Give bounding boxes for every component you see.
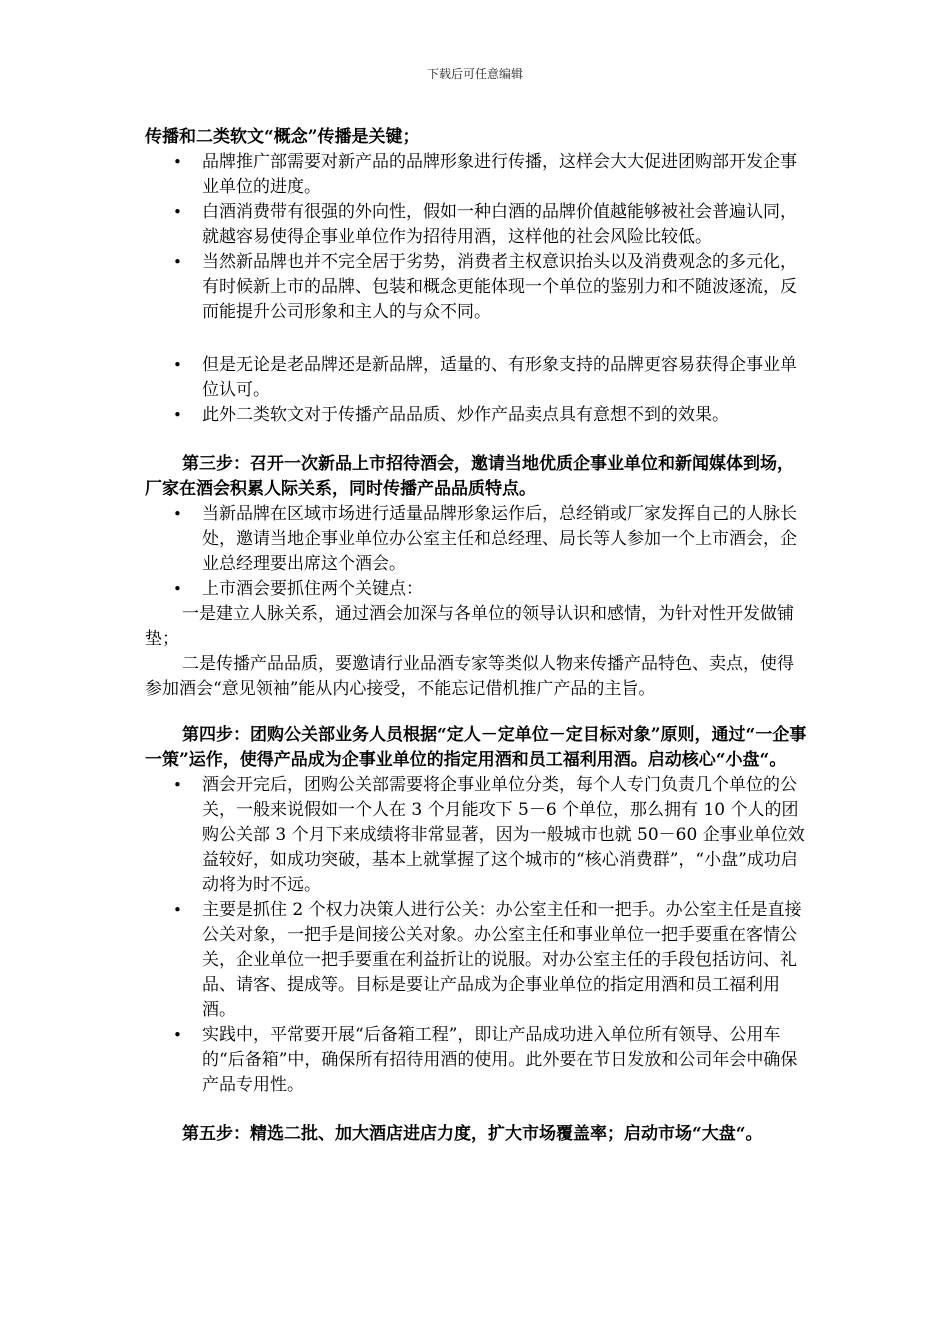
bullet-icon: • <box>173 505 182 523</box>
list-item: • 上市酒会要抓住两个关键点： <box>145 577 807 602</box>
bullet-list <box>145 353 807 428</box>
paragraph: 二是传播产品品质，要邀请行业品酒专家等类似人物来传播产品特色、卖点，使得参加酒会“意见领袖”能从内心接受，不能忘记借机推广产品的主旨。 <box>145 654 794 699</box>
step-heading: 第四步：团购公关部业务人员根据“定人－定单位－定目标对象”原则，通过“一企事一策”运作，使得产品成为企事业单位的指定用酒和员工福利用酒。启动核心“小盘“。 <box>145 725 807 770</box>
bullet-icon: • <box>173 406 182 424</box>
step-heading: 第五步：精选二批、加大酒店进店力度，扩大市场覆盖率；启动市场“大盘“。 <box>182 1124 763 1144</box>
list-item: • 实践中，平常要开展“后备箱工程”，即让产品成功进入单位所有领导、公用车的“后备箱”中，确保所有招待用酒的使用。此外要在节日发放和公司年会中确保产品专用性。 <box>173 1025 798 1095</box>
list-item: • 此外二类软文对于传播产品品质、炒作产品卖点具有意想不到的效果。 <box>145 403 807 428</box>
list-item: • 主要是抓住 2 个权力决策人进行公关：办公室主任和一把手。办公室主任是直接公关对象，一把手是间接公关对象。办公室主任和事业单位一把手要重在客情公关，企业单位一把手要重在利益折让的说服。对办公室主任的手段包括访问、礼品、请客、提成等。目标是要让产品成为企事业单位的指定用酒和员工福利用酒。 <box>173 900 802 1020</box>
bullet-icon: • <box>173 901 182 919</box>
step-heading: 第三步：召开一次新品上市招待酒会，邀请当地优质企事业单位和新闻媒体到场，厂家在酒会积累人际关系，同时传播产品品质特点。 <box>145 454 794 499</box>
list-item: • 当新品牌在区域市场进行适量品牌形象运作后，总经销或厂家发挥自己的人脉长处，邀请当地企事业单位办公室主任和总经理、局长等人参加一个上市酒会，企业总经理要出席这个酒会。 <box>173 504 797 574</box>
list-item: • 品牌推广部需要对新产品的品牌形象进行传播，这样会大大促进团购部开发企事业单位的进度。 <box>173 152 797 197</box>
page-header: 下载后可任意编辑 <box>426 67 523 81</box>
bullet-icon: • <box>173 253 182 271</box>
bullet-icon: • <box>173 203 182 221</box>
paragraph: 一是建立人脉关系，通过酒会加深与各单位的领导认识和感情，为针对性开发做铺垫； <box>145 604 794 649</box>
bullet-icon: • <box>173 776 182 794</box>
list-item: • 但是无论是老品牌还是新品牌，适量的、有形象支持的品牌更容易获得企事业单位认可。 <box>173 355 797 400</box>
bullet-icon: • <box>173 153 182 171</box>
bullet-icon: • <box>173 1026 182 1044</box>
bullet-icon: • <box>173 580 182 598</box>
bullet-list <box>145 502 807 602</box>
document-body <box>145 125 807 1147</box>
list-item: • 当然新品牌也并不完全居于劣势，消费者主权意识抬头以及消费观念的多元化，有时候新上市的品牌、包装和概念更能体现一个单位的鉴别力和不随波逐流，反而能提升公司形象和主人的与众不同。 <box>173 252 797 322</box>
bullet-list <box>145 773 807 1098</box>
list-item: • 白酒消费带有很强的外向性，假如一种白酒的品牌价值越能够被社会普遍认同，就越容易使得企事业单位作为招待用酒，这样他的社会风险比较低。 <box>173 202 797 247</box>
list-item: • 酒会开完后，团购公关部需要将企事业单位分类，每个人专门负责几个单位的公关，一般来说假如一个人在 3 个月能攻下 5－6 个单位，那么拥有 10 个人的团购公关部 3 个月下来成绩将非常显著，因为一般城市也就 50－60 企事业单位效益较好，如成功突破，基本上就掌握了这个城市的“核心消费群”，“小盘”成功启动将为时不远。 <box>173 775 805 895</box>
bullet-list <box>145 150 807 325</box>
section-heading: 传播和二类软文“概念”传播是关键； <box>145 127 420 147</box>
bullet-icon: • <box>173 356 182 374</box>
